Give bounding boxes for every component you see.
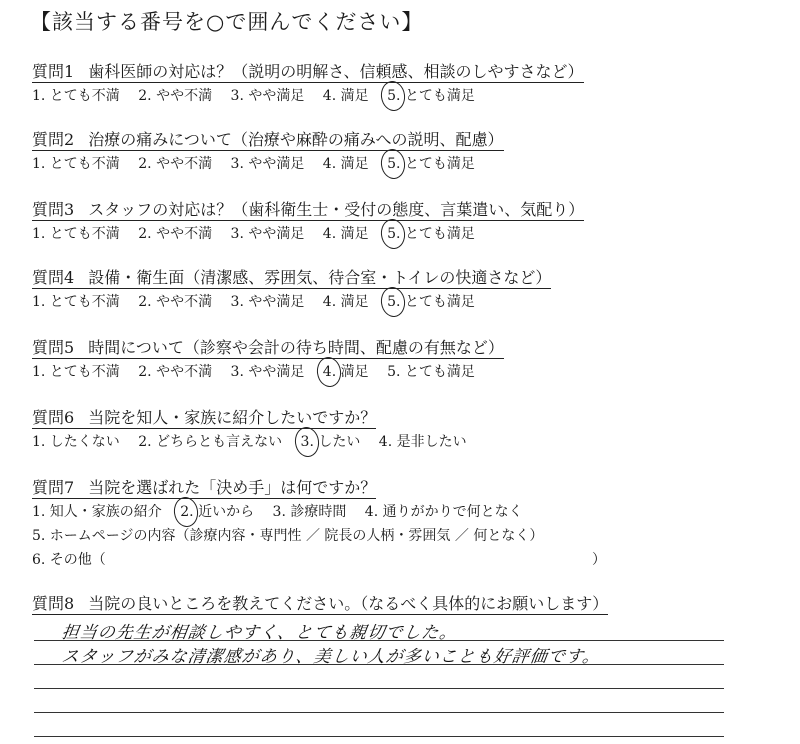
selection-circle xyxy=(379,147,407,180)
selection-circle xyxy=(379,285,407,318)
option-3[interactable]: 3. 診療時間 xyxy=(272,504,347,520)
option-4-circled[interactable]: 4. 満足 xyxy=(323,361,369,383)
option-3[interactable]: 3. やや満足 xyxy=(230,88,305,104)
question-6-text: 当院を知人・家族に紹介したいですか？ xyxy=(88,408,377,427)
option-5-circled[interactable]: 5. とても満足 xyxy=(387,85,475,107)
question-2 xyxy=(32,130,672,175)
option-3[interactable]: 3. やや満足 xyxy=(230,156,305,172)
option-1[interactable]: 1. したくない xyxy=(32,434,120,450)
instruction-title: 【該当する番号を○で囲んでください】 xyxy=(30,10,424,34)
question-1-options xyxy=(32,85,672,107)
question-4-number: 質問4 xyxy=(32,268,75,287)
selection-circle xyxy=(379,79,407,112)
question-4-text: 設備・衛生面（清潔感、雰囲気、待合室・トイレの快適さなど） xyxy=(88,268,552,287)
question-4 xyxy=(32,268,672,313)
option-6-other[interactable]: 6. その他（ xyxy=(32,552,106,568)
question-7-options-row-3 xyxy=(32,549,732,571)
option-4[interactable]: 4. 通りがかりで何となく xyxy=(364,504,523,520)
option-1[interactable]: 1. とても不満 xyxy=(32,226,120,242)
selection-circle xyxy=(172,495,200,528)
question-5-options xyxy=(32,361,672,383)
question-5-number: 質問5 xyxy=(32,338,75,357)
selection-circle xyxy=(315,355,343,388)
question-5 xyxy=(32,338,672,383)
question-7-number: 質問7 xyxy=(32,478,75,497)
option-1[interactable]: 1. とても不満 xyxy=(32,156,120,172)
option-1[interactable]: 1. とても不満 xyxy=(32,364,120,380)
option-1[interactable]: 1. とても不満 xyxy=(32,294,120,310)
question-3-text: スタッフの対応は？（歯科衛生士・受付の態度、言葉遣い、気配り） xyxy=(88,200,585,219)
option-3-circled[interactable]: 3. したい xyxy=(301,431,361,453)
question-3-heading xyxy=(32,200,584,221)
option-2[interactable]: 2. やや不満 xyxy=(138,294,213,310)
question-4-options xyxy=(32,291,672,313)
question-7-options-row-2 xyxy=(32,525,732,547)
question-1 xyxy=(32,62,672,107)
question-1-heading xyxy=(32,62,584,83)
option-2[interactable]: 2. どちらとも言えない xyxy=(138,434,283,450)
question-7-heading xyxy=(32,478,376,499)
question-6-number: 質問6 xyxy=(32,408,75,427)
option-5-circled[interactable]: 5. とても満足 xyxy=(387,291,475,313)
option-3[interactable]: 3. やや満足 xyxy=(230,294,305,310)
question-8-number: 質問8 xyxy=(32,594,75,613)
selection-circle xyxy=(293,425,321,458)
option-4[interactable]: 4. 満足 xyxy=(322,294,369,310)
question-2-number: 質問2 xyxy=(32,130,75,149)
option-4[interactable]: 4. 満足 xyxy=(322,226,369,242)
option-4[interactable]: 4. 是非したい xyxy=(378,434,467,450)
question-3-options xyxy=(32,223,672,245)
question-8-text: 当院の良いところを教えてください。（なるべく具体的にお願いします） xyxy=(88,594,609,613)
option-2[interactable]: 2. やや不満 xyxy=(138,88,213,104)
answer-line-4 xyxy=(34,712,724,713)
handwritten-answer-1[interactable]: 担当の先生が相談しやすく、とても親切でした。 xyxy=(60,623,459,643)
question-7-text: 当院を選ばれた「決め手」は何ですか？ xyxy=(88,478,377,497)
option-3[interactable]: 3. やや満足 xyxy=(230,226,305,242)
option-1[interactable]: 1. とても不満 xyxy=(32,88,120,104)
option-1[interactable]: 1. 知人・家族の紹介 xyxy=(32,504,162,520)
question-8 xyxy=(32,594,732,615)
option-2[interactable]: 2. やや不満 xyxy=(138,364,213,380)
question-2-heading xyxy=(32,130,504,151)
selection-circle xyxy=(379,217,407,250)
question-3 xyxy=(32,200,672,245)
option-2-circled[interactable]: 2. 近いから xyxy=(180,501,254,523)
question-7 xyxy=(32,478,732,571)
question-6-options xyxy=(32,431,672,453)
question-6-heading xyxy=(32,408,376,429)
question-6 xyxy=(32,408,672,453)
other-close-paren: ） xyxy=(592,552,606,568)
option-3[interactable]: 3. やや満足 xyxy=(230,364,305,380)
question-1-text: 歯科医師の対応は？（説明の明解さ、信頼感、相談のしやすさなど） xyxy=(88,62,584,81)
option-4[interactable]: 4. 満足 xyxy=(322,88,369,104)
option-5-circled[interactable]: 5. とても満足 xyxy=(387,223,475,245)
option-5[interactable]: 5. ホームページの内容（診療内容・専門性 ／ 院長の人柄・雰囲気 ／ 何となく） xyxy=(32,528,544,544)
question-4-heading xyxy=(32,268,551,289)
option-5-circled[interactable]: 5. とても満足 xyxy=(387,153,475,175)
question-5-text: 時間について（診察や会計の待ち時間、配慮の有無など） xyxy=(88,338,504,357)
question-2-options xyxy=(32,153,672,175)
option-4[interactable]: 4. 満足 xyxy=(322,156,369,172)
answer-line-3 xyxy=(34,688,724,689)
question-1-number: 質問1 xyxy=(32,62,75,81)
handwritten-answer-2[interactable]: スタッフがみな清潔感があり、美しい人が多いことも好評価です。 xyxy=(60,647,602,667)
question-2-text: 治療の痛みについて（治療や麻酔の痛みへの説明、配慮） xyxy=(88,130,504,149)
option-2[interactable]: 2. やや不満 xyxy=(138,226,213,242)
question-5-heading xyxy=(32,338,504,359)
option-2[interactable]: 2. やや不満 xyxy=(138,156,213,172)
question-8-heading xyxy=(32,594,608,615)
question-3-number: 質問3 xyxy=(32,200,75,219)
answer-line-5 xyxy=(34,736,724,737)
option-5[interactable]: 5. とても満足 xyxy=(387,364,475,380)
question-7-options-row-1 xyxy=(32,501,732,523)
